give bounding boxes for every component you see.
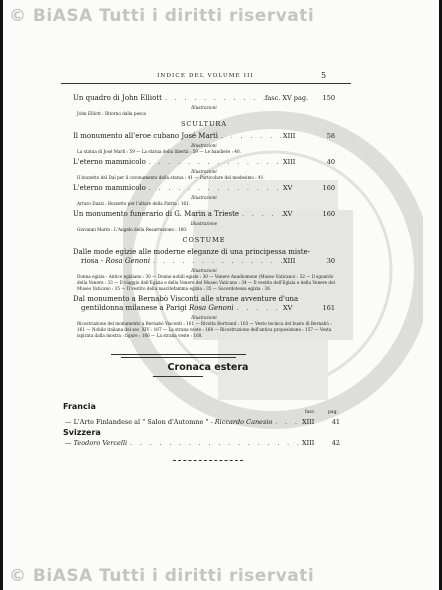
entry-author: Rosa Genoni bbox=[105, 257, 151, 265]
index-entry bbox=[73, 132, 335, 155]
entry-title: Un monumento funerario di G. Marin a Trieste bbox=[73, 210, 240, 218]
index-entry bbox=[73, 158, 335, 181]
cronaca-entry-author: Teodoro Vercelli bbox=[73, 439, 128, 447]
leader-dots bbox=[127, 440, 302, 447]
entry-page: 160 bbox=[322, 210, 335, 218]
entry-title: L'eterno mammicolo bbox=[73, 158, 146, 166]
entry-title: Il monumento all'eroe cubano José Martì bbox=[73, 132, 219, 140]
entry-issue: XV bbox=[283, 210, 293, 218]
illustrations-text: Giovanni Marin : L'Angelo della Resurrezione : 160. bbox=[77, 227, 188, 232]
cronaca-entry-issue: XIII bbox=[302, 439, 315, 447]
illustrations-text: Il bozzetto del Dal per il coronamento della statua : 41 — Particolare del medesimo : 41. bbox=[77, 175, 265, 180]
entry-issue: XIII bbox=[283, 158, 296, 166]
leader-dots bbox=[234, 304, 283, 313]
illustrations-text: Arturo Dazzi : Bozzetto per l'altare della Patria : 161. bbox=[77, 201, 191, 206]
leader-dots bbox=[146, 184, 283, 193]
illustrations-text: Ricostruzione del monumento a Bernabò Visconti : 161 — Rivolta Bertrand : 163 — Vesto tecnica del busto di Bernabò : 161 — Nobile italiana del sec. XIV : 167 — La strana veste : 168 — Ricostruzione dell'antica proposizione : 157 — Vesta ispirata dalla mostra : figure : 166 — La strana veste : 168. bbox=[77, 321, 332, 338]
entry-page: 160 bbox=[322, 184, 335, 192]
leader-dots bbox=[162, 94, 265, 103]
watermark-bottom: © BiASA Tutti i diritti riservati bbox=[9, 566, 315, 586]
page-number: 5 bbox=[321, 71, 327, 80]
leader-dots bbox=[218, 132, 283, 141]
column-head-issue: fasc. bbox=[305, 410, 316, 415]
leader-dots bbox=[239, 210, 283, 219]
entry-page: 161 bbox=[322, 304, 335, 312]
entry-title-line2: riosa - bbox=[81, 257, 104, 265]
entry-author: Rosa Genoni bbox=[188, 304, 234, 312]
cronaca-entry-title: — L'Arte Finlandese al " Salon d'Automne " - bbox=[65, 418, 213, 426]
cronaca-entry-issue: XIII bbox=[302, 418, 315, 426]
illustrations-label: Illustrazioni bbox=[191, 169, 217, 174]
index-entry bbox=[73, 248, 335, 292]
cronaca-entry bbox=[65, 439, 340, 447]
index-entry bbox=[73, 210, 335, 233]
illustrations-label: Illustrazioni bbox=[191, 195, 217, 200]
illustrations-label: Illustrazioni bbox=[191, 105, 217, 110]
entry-issue: XIII bbox=[283, 257, 296, 265]
entry-title-line2: gentildonna milanese a Parigi bbox=[81, 304, 187, 312]
country-heading: Svizzera bbox=[63, 428, 101, 437]
entry-title: Un quadro di John Elliott bbox=[73, 94, 162, 102]
cronaca-underline bbox=[153, 376, 203, 377]
running-head: INDICE DEL VOLUME III bbox=[157, 73, 254, 79]
cronaca-entry bbox=[65, 418, 340, 426]
watermark-top: © BiASA Tutti i diritti riservati bbox=[9, 6, 315, 26]
cronaca-entry-author: Riccardo Canesio bbox=[214, 418, 273, 426]
cronaca-rule-top bbox=[111, 354, 246, 355]
illustrations-label: Illustrazione bbox=[190, 221, 218, 226]
index-entry bbox=[73, 184, 335, 207]
leader-dots bbox=[150, 257, 283, 266]
entry-page: 58 bbox=[326, 132, 335, 140]
entry-title-line1: Dalle mode egizie alle moderne eleganze di una principessa miste- bbox=[73, 248, 311, 256]
entry-issue: XV bbox=[283, 184, 293, 192]
section-heading-scultura: SCULTURA bbox=[180, 120, 228, 128]
entry-page: 40 bbox=[326, 158, 335, 166]
entry-issue: XIII bbox=[283, 132, 296, 140]
entry-page: 150 bbox=[322, 94, 335, 102]
index-entry bbox=[73, 94, 335, 117]
cronaca-entry-title: — bbox=[65, 439, 72, 447]
index-entries bbox=[73, 94, 335, 342]
section-heading-costume: COSTUME bbox=[182, 236, 226, 244]
entry-page: 30 bbox=[326, 257, 335, 265]
illustrations-label: Illustrazioni bbox=[191, 268, 217, 273]
entry-title-line1: Dal monumento a Bernabò Visconti alle strane avventure d'una bbox=[73, 295, 299, 303]
leader-dots bbox=[146, 158, 283, 167]
leader-dots bbox=[272, 419, 302, 426]
column-head-page: pag. bbox=[328, 410, 338, 415]
illustrations-text: John Elliott : Ritorno dalla pesca bbox=[77, 111, 147, 116]
cronaca-rule-second bbox=[121, 357, 236, 358]
country-heading: Francia bbox=[63, 402, 96, 411]
cronaca-entry-page: 42 bbox=[331, 439, 340, 447]
entry-issue: XV bbox=[283, 304, 293, 312]
closing-rule bbox=[173, 460, 243, 461]
entry-issue: fasc. XV pag. bbox=[265, 94, 309, 102]
cronaca-title: Cronaca estera bbox=[167, 362, 249, 373]
illustrations-text: La statua di José Martì : 59 — La statua della libertà : 59 — Le bandiere : 40. bbox=[77, 149, 241, 154]
index-entry bbox=[73, 295, 335, 339]
illustrations-text: Donna egizia - Antico egiziano : 30 — Donne nobili egizie : 30 — Venere Anadiomene (Museo Vaticano) : 32 — Il sguardo della Venere : 33 — Il viaggio dell'Egizia e della Venere del Museo Vaticano : 34 — Il vestito dell'Egizia e della Venere del Museo Vaticano : 35 — Il vestito della nascitefamma egizia : 35 — Sacerdotessa egizia : 36 bbox=[77, 274, 335, 291]
illustrations-label: Illustrazioni bbox=[191, 315, 217, 320]
cronaca-entry-page: 41 bbox=[331, 418, 340, 426]
entry-title: L'eterno mammicolo bbox=[73, 184, 146, 192]
header-rule bbox=[61, 83, 351, 84]
illustrations-label: Illustrazioni bbox=[191, 143, 217, 148]
